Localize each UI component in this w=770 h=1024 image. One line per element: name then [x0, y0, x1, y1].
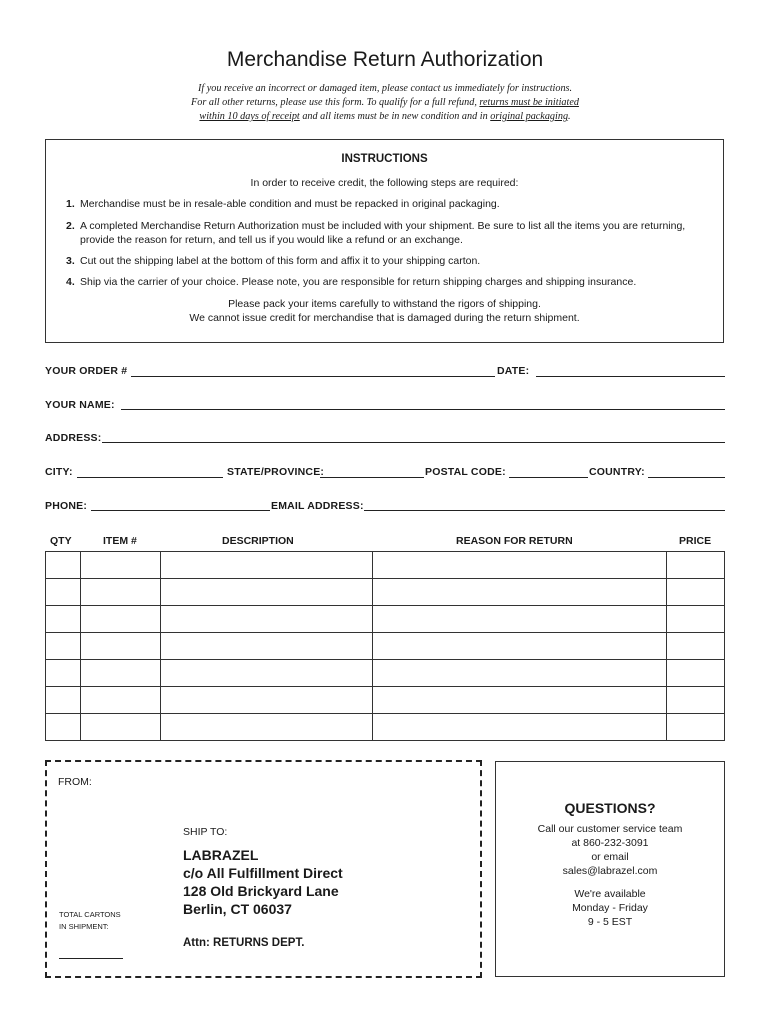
- qty-cell[interactable]: [46, 579, 81, 606]
- attn-line: Attn: RETURNS DEPT.: [183, 937, 305, 949]
- postal-field[interactable]: [509, 477, 588, 478]
- qty-cell[interactable]: [46, 606, 81, 633]
- price-cell[interactable]: [667, 687, 725, 714]
- questions-title: QUESTIONS?: [564, 800, 656, 816]
- label-border-right: [480, 760, 482, 978]
- col-header-item: ITEM #: [103, 535, 137, 547]
- col-header-price: PRICE: [679, 535, 712, 547]
- description-cell[interactable]: [160, 714, 373, 741]
- address-field[interactable]: [102, 442, 725, 443]
- description-cell[interactable]: [160, 606, 373, 633]
- instruction-step: 2. A completed Merchandise Return Authorization must be included with your shipment. Be sure to list all the items you are returning, provide the reason for return, and tell us if you would like a refund or an exchange.: [66, 220, 686, 246]
- table-row: [46, 552, 725, 579]
- price-cell[interactable]: [667, 552, 725, 579]
- item-cell[interactable]: [80, 606, 160, 633]
- item-cell[interactable]: [80, 660, 160, 687]
- phone-field[interactable]: [91, 510, 270, 511]
- intro-line-2: For all other returns, please use this form. To qualify for a full refund, returns must be initiated: [191, 97, 579, 108]
- questions-line: or email: [591, 851, 629, 863]
- items-table: [45, 551, 725, 741]
- item-cell[interactable]: [80, 579, 160, 606]
- city-field[interactable]: [77, 477, 223, 478]
- instructions-box: [45, 139, 724, 343]
- table-row: [46, 660, 725, 687]
- col-header-qty: QTY: [50, 535, 72, 547]
- name-label: YOUR NAME:: [45, 399, 115, 411]
- reason-cell[interactable]: [373, 606, 667, 633]
- table-row: [46, 579, 725, 606]
- email-label: EMAIL ADDRESS:: [271, 500, 364, 512]
- ship-to-address: LABRAZEL c/o All Fulfillment Direct 128 Old Brickyard Lane Berlin, CT 06037: [183, 847, 343, 917]
- item-cell[interactable]: [80, 714, 160, 741]
- intro-line-3: within 10 days of receipt and all items must be in new condition and in original packaging.: [199, 111, 571, 122]
- table-row: [46, 633, 725, 660]
- item-cell[interactable]: [80, 552, 160, 579]
- instruction-step: 4. Ship via the carrier of your choice. Please note, you are responsible for return shipping charges and shipping insurance.: [66, 276, 637, 288]
- country-field[interactable]: [648, 477, 725, 478]
- name-field[interactable]: [121, 409, 725, 410]
- col-header-reason: REASON FOR RETURN: [456, 535, 573, 547]
- instruction-step: 3. Cut out the shipping label at the bottom of this form and affix it to your shipping carton.: [66, 255, 481, 267]
- description-cell[interactable]: [160, 579, 373, 606]
- questions-line: Call our customer service team: [537, 823, 683, 835]
- reason-cell[interactable]: [373, 687, 667, 714]
- qty-cell[interactable]: [46, 633, 81, 660]
- address-label: ADDRESS:: [45, 432, 102, 444]
- intro-line-1: If you receive an incorrect or damaged item, please contact us immediately for instructions.: [197, 83, 573, 94]
- instructions-closing: Please pack your items carefully to withstand the rigors of shipping. We cannot issue credit for merchandise that is damaged during the return shipment.: [189, 298, 580, 324]
- instruction-step: 1. Merchandise must be in resale-able condition and must be repacked in original packaging.: [66, 198, 500, 210]
- reason-cell[interactable]: [373, 579, 667, 606]
- order-field[interactable]: [131, 376, 495, 377]
- qty-cell[interactable]: [46, 714, 81, 741]
- label-border-top: [45, 760, 482, 762]
- questions-email-link[interactable]: sales@labrazel.com: [562, 865, 658, 877]
- item-cell[interactable]: [80, 687, 160, 714]
- email-field[interactable]: [364, 510, 725, 511]
- questions-line: Monday - Friday: [572, 902, 648, 914]
- description-cell[interactable]: [160, 660, 373, 687]
- date-field[interactable]: [536, 376, 725, 377]
- total-cartons-label: TOTAL CARTONS IN SHIPMENT:: [59, 910, 121, 931]
- state-field[interactable]: [320, 477, 424, 478]
- table-row: [46, 687, 725, 714]
- description-cell[interactable]: [160, 633, 373, 660]
- phone-label: PHONE:: [45, 500, 88, 512]
- label-border-bottom: [45, 976, 482, 978]
- reason-cell[interactable]: [373, 552, 667, 579]
- reason-cell[interactable]: [373, 633, 667, 660]
- questions-hours: 9 - 5 EST: [587, 916, 633, 928]
- country-label: COUNTRY:: [589, 466, 645, 478]
- instructions-heading: INSTRUCTIONS: [341, 153, 428, 165]
- price-cell[interactable]: [667, 606, 725, 633]
- questions-line: We're available: [574, 888, 646, 900]
- state-label: STATE/PROVINCE:: [227, 466, 325, 478]
- city-label: CITY:: [45, 466, 73, 478]
- table-row: [46, 714, 725, 741]
- price-cell[interactable]: [667, 714, 725, 741]
- description-cell[interactable]: [160, 687, 373, 714]
- reason-cell[interactable]: [373, 660, 667, 687]
- description-cell[interactable]: [160, 552, 373, 579]
- total-cartons-field[interactable]: [59, 958, 123, 959]
- intro-text: [0, 82, 770, 124]
- postal-label: POSTAL CODE:: [425, 466, 506, 478]
- from-label: FROM:: [58, 776, 92, 788]
- ship-to-label: SHIP TO:: [183, 826, 228, 838]
- qty-cell[interactable]: [46, 660, 81, 687]
- price-cell[interactable]: [667, 579, 725, 606]
- table-row: [46, 606, 725, 633]
- price-cell[interactable]: [667, 660, 725, 687]
- order-label: YOUR ORDER #: [45, 365, 128, 377]
- date-label: DATE:: [497, 365, 530, 377]
- page-title: Merchandise Return Authorization: [226, 48, 544, 71]
- instructions-lead: In order to receive credit, the following steps are required:: [250, 177, 519, 189]
- reason-cell[interactable]: [373, 714, 667, 741]
- price-cell[interactable]: [667, 633, 725, 660]
- questions-box: [495, 761, 725, 977]
- qty-cell[interactable]: [46, 552, 81, 579]
- col-header-description: DESCRIPTION: [222, 535, 294, 547]
- qty-cell[interactable]: [46, 687, 81, 714]
- questions-phone: at 860-232-3091: [571, 837, 649, 849]
- label-border-left: [45, 760, 47, 978]
- item-cell[interactable]: [80, 633, 160, 660]
